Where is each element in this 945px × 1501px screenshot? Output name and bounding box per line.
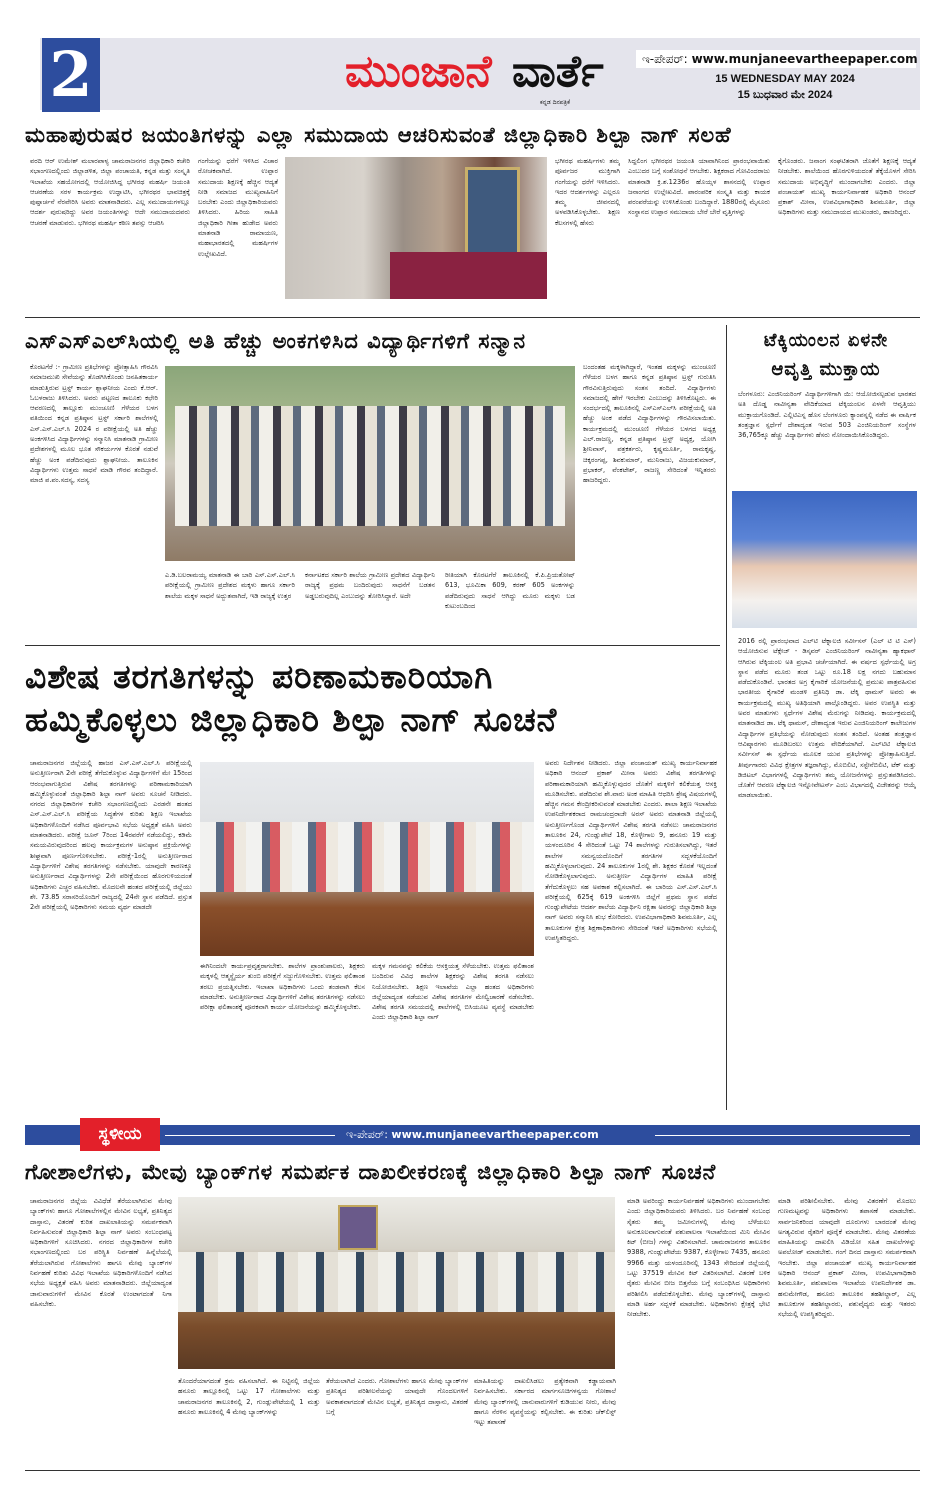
story4-photo (178, 1197, 615, 1369)
story2-caption3: ರೀತಿಯಾಗಿ ಕೊರಟಗೆರೆ ತಾಲೂಕಿನಲ್ಲಿ ಕೆ.ಪಿ.ಪ್ರಿಯತೋಷ್ 613, ಭೂಮಿಕಾ 609, ಕರಣ್ 605 ಅಂಕಗಳನ್ನು ಪಡೆದಿರುವುದು ಸಾಧನೆ ಆಗಿದ್ದು ಮೂರು ಮಕ್ಕಳು ಬಡ ಕುಟುಂಬದಿಂದ (445, 571, 575, 610)
story3-headline-2: ಹಮ್ಮಿಕೊಳ್ಳಲು ಜಿಲ್ಲಾಧಿಕಾರಿ ಶಿಲ್ಪಾ ನಾಗ್ ಸೂಚನೆ (25, 700, 558, 739)
divider (25, 645, 720, 646)
story4-col5: ಮಾಡಿ ಅವರಿಂದ್ದು ಕಾರ್ಯನಿರ್ವಹಣೆ ಅಧಿಕಾರಿಗಳು ಮುಂದಾಗಬೇಕು ಎಂದು ಜಿಲ್ಲಾಧಿಕಾರಿಯವರು ತಿಳಿಸಿದರು. ಬರ ನಿರ್ವಹಣೆ ಸಂಬಂಧ ಸೈತರು ತಮ್ಮ ಜಮೀನುಗಳಲ್ಲಿ ಮೇವು ಬೆಳೆಯಲು ಅನುಕೂಲವಾಗುವಂತೆ ಪಶುಪಾಲನಾ ಇಲಾಖೆಯಿಂದ ಮಿನಿ ಮೇವಿನ ಕಿಟ್ (ಬೀಜ) ಗಳನ್ನು ವಿತರಿಸಲಾಗಿದೆ. ಚಾಮರಾಜನಗರ ತಾಲೂಕಿನ 9388, ಗುಂಡ್ಲುಪೇಟೆಯ 9387, ಕೊಳ್ಳೇಗಾಲ 7435, ಹನೂರು 9966 ಮತ್ತು ಯಳಂದೂರಿನಲ್ಲಿ 1343 ಸೇರಿದಂತೆ ಜಿಲ್ಲೆಯಲ್ಲಿ ಒಟ್ಟು 37519 ಮೇವಿನ ಕಿಟ್ ವಿತರಿಸಲಾಗಿದೆ. ವಿತರಣೆ ಬಳಿಕ ರೈತರು ಮೇವಿನ ಬೀಜ ಬಿತ್ತನೆಯ ಬಗ್ಗೆ ಸಂಬಂಧಿಸಿದ ಅಧಿಕಾರಿಗಳು ಪರಿಶೀಲಿಸಿ ಪಡೆದುಕೊಳ್ಳಬೇಕು. ಮೇವು ಬ್ಯಾಂಕ್‌ಗಳಲ್ಲಿ ದಾಸ್ತಾನು ಮಾಡಿ ಅರ್ಹ ಸದ್ಬಳಕೆ ಮಾಡಬೇಕು. ಅಧಿಕಾರಿಗಳು ಕ್ಷೇತ್ರಕ್ಕೆ ಭೇಟಿ ನೀಡಬೇಕು. (627, 1197, 770, 1319)
date-english: 15 WEDNESDAY MAY 2024 (715, 73, 855, 85)
strip-line (165, 1135, 335, 1136)
story1-photo (285, 157, 547, 299)
story3-col3: ಮಕ್ಕಳ ಗಮನವನ್ನು ಕಲಿಕೆಯ ಆಸಕ್ತಿಯತ್ತ ಸೆಳೆಯಬೇಕು. ಉತ್ತಮ ಫಲಿತಾಂಶ ಬಂದಿರುವ ವಿವಿಧ ಶಾಲೆಗಳ ಶಿಕ್ಷಕರನ್ನು ವಿಶೇಷ ತರಗತಿ ನಡೆಸಲು ನಿಯೋಜಿಸಬೇಕು. ಶಿಕ್ಷಣ ಇಲಾಖೆಯ ಎಲ್ಲಾ ಹಂತದ ಅಧಿಕಾರಿಗಳು ಜಿಲ್ಲೆಯಾದ್ಯಂತ ನಡೆಯುವ ವಿಶೇಷ ತರಗತಿಗಳ ಮೇಲ್ವಿಚಾರಣೆ ನಡೆಸಬೇಕು. ವಿಶೇಷ ತರಗತಿ ಸಮಯದಲ್ಲಿ ಶಾಲೆಗಳಲ್ಲಿ ಬಿಸಿಯೂಟ ವ್ಯವಸ್ಥೆ ಮಾಡಬೇಕು ಎಂದು ಜಿಲ್ಲಾಧಿಕಾರಿ ಶಿಲ್ಪಾ ನಾಗ್ (372, 962, 534, 1022)
story2-photo (165, 366, 575, 561)
story4-caption3: ಮಾಹಿತಿಯನ್ನು ದಾಖಲಿಸಿಡಲು ಪ್ರತ್ಯೇಕವಾಗಿ ಕಡ್ಡಾಯವಾಗಿ ನಿರ್ವಹಿಸಬೇಕು. ಸರ್ಕಾರದ ಮಾರ್ಗಸೂಚಿಗಳನ್ವಯ ಗೋಶಾಲೆ ಮೇವು ಬ್ಯಾಂಕ್‌ಗಳಲ್ಲಿ ಜಾನುವಾರುಗಳಿಗೆ ಕುಡಿಯುವ ನೀರು, ಮೇವು ಹಾಗೂ ನೆರಳಿನ ವ್ಯವಸ್ಥೆಯನ್ನು ಕಲ್ಪಿಸಬೇಕು. ಈ ಕುರಿತು ಚೆಕ್‌ಲಿಸ್ಟ್ ಇಟ್ಟು ತಪಾಸಣೆ (474, 1377, 616, 1427)
story3-headline-1: ವಿಶೇಷ ತರಗತಿಗಳನ್ನು ಪರಿಣಾಮಕಾರಿಯಾಗಿ (25, 657, 494, 696)
story1-col5: ಕೈಗೊಂಡರು. ಜನಾಂಗ ಸಂಘಟಿತರಾಗಿ ಜೊತೆಗೆ ಶಿಕ್ಷಣಕ್ಕೆ ಆದ್ಯತೆ ನೀಡಬೇಕು. ಶಾಲೆಯಿಂದ ಹೊರಗುಳಿಯದಂತೆ ತೆಕ್ಕೆಯೊಳಗೆ ಸೇರಿಸಿ ಸಮುದಾಯ ಅಭಿವೃದ್ಧಿಗೆ ಮುಂದಾಗಬೇಕು ಎಂದರು. ಜಿಲ್ಲಾ ಪಂಚಾಯತ್ ಮುಖ್ಯ ಕಾರ್ಯನಿರ್ವಾಹಕ ಅಧಿಕಾರಿ ಆನಂದ್ ಪ್ರಕಾಶ್ ಮೀನಾ, ಉಪವಿಭಾಗಾಧಿಕಾರಿ ಶಿವಮೂರ್ತಿ, ಜಿಲ್ಲಾ ಅಧಿಕಾರಿಗಳು ಮತ್ತು ಸಮುದಾಯದ ಮುಖಂಡರು, ಹಾಜರಿದ್ದರು. (778, 157, 916, 217)
story2-col-right: ಬಂದಂತಹ ಮಕ್ಕಳಾಗಿದ್ದಾರೆ, ಇಂತಹ ಮಕ್ಕಳನ್ನು ಮುಂಚೂಣಿ ಗೆಳೆಯರ ಬಳಗ ಹಾಗೂ ಕನ್ನಡ ಪ್ರತಿಷ್ಠಾನ ಟ್ರಸ್ಟ್ ಗುರುತಿಸಿ ಗೌರವಿಸುತ್ತಿರುವುದು ಸಂತಸ ತಂದಿದೆ. ವಿದ್ಯಾರ್ಥಿಗಳು ಸಮಾಜದಲ್ಲಿ ಹೇಗೆ ಇರಬೇಕು ಎಂಬುದನ್ನು ತಿಳಿಸಿಕೊಟ್ಟರು. ಈ ಸಂದರ್ಭದಲ್ಲಿ ತಾಲೂಕಿನಲ್ಲಿ ಎಸ್‌ಎಸ್‌ಎಲ್‌ಸಿ ಪರೀಕ್ಷೆಯಲ್ಲಿ ಅತಿ ಹೆಚ್ಚು ಅಂಕ ಪಡೆದ ವಿದ್ಯಾರ್ಥಿಗಳನ್ನು ಗೌರವಿಸಲಾಯಿತು. ಕಾರ್ಯಕ್ರಮದಲ್ಲಿ ಮುಂಚೂಣಿ ಗೆಳೆಯರ ಬಳಗದ ಅಧ್ಯಕ್ಷ ಎಲ್.ರಾಜಣ್ಣ, ಕನ್ನಡ ಪ್ರತಿಷ್ಠಾನ ಟ್ರಸ್ಟ್ ಅಧ್ಯಕ್ಷ, ಯೋಗಿ ಶ್ರೀನಿವಾಸ್, ಪತ್ರಕರ್ತರು, ಕೃಷ್ಣಮೂರ್ತಿ, ರಾಮಕೃಷ್ಣ, ಚಿಕ್ಕರಂಗಪ್ಪ, ಶಿವಕುಮಾರ್, ಮುನಿರಾಜು, ವಿಜಯಕುಮಾರ್, ಪ್ರಭಾಕರ್, ವೆಂಕಟೇಶ್, ರಾಜಣ್ಣ ಸೇರಿದಂತೆ ಇನ್ನಿತರರು ಹಾಜರಿದ್ದರು. (583, 363, 716, 485)
story3-col1: ಚಾಮರಾಜನಗರ ಜಿಲ್ಲೆಯಲ್ಲಿ ಹಾಜರ ಎಸ್.ಎಸ್.ಎಲ್.ಸಿ ಪರೀಕ್ಷೆಯಲ್ಲಿ ಅನುತ್ತೀರ್ಣರಾಗಿ 2ನೇ ಪರೀಕ್ಷೆ ತೆಗೆದುಕೊಳ್ಳುವ ವಿದ್ಯಾರ್ಥಿಗಳಿಗೆ ಮೇ 15ರಿಂದ ಆರಂಭವಾಗುತ್ತಿರುವ ವಿಶೇಷ ತರಗತಿಗಳನ್ನು ಪರಿಣಾಮಕಾರಿಯಾಗಿ ಹಮ್ಮಿಕೊಳ್ಳುವಂತೆ ಜಿಲ್ಲಾಧಿಕಾರಿ ಶಿಲ್ಪಾ ನಾಗ್ ಅವರು ಸೂಚನೆ ನೀಡಿದರು. ನಗರದ ಜಿಲ್ಲಾಧಿಕಾರಿಗಳ ಕಚೇರಿ ಸಭಾಂಗಣದಲ್ಲಿಂದು ಎರಡನೇ ಹಂತದ ಎಸ್.ಎಸ್.ಎಲ್.ಸಿ ಪರೀಕ್ಷೆಯ ಸಿದ್ಧತೆಗಳ ಕುರಿತು ಶಿಕ್ಷಣ ಇಲಾಖೆಯ ಅಧಿಕಾರಿಗಳೊಂದಿಗೆ ನಡೆಸಿದ ಪೂರ್ವಭಾವಿ ಸಭೆಯ ಅಧ್ಯಕ್ಷತೆ ವಹಿಸಿ ಅವರು ಮಾತನಾಡಿದರು. ಪರೀಕ್ಷೆ ಜೂನ್ 7ರಿಂದ 14ರವರೆಗೆ ನಡೆಯಲಿದ್ದು, ಕಡಿಮೆ ಸಮಯವಿರುವುದರಿಂದ ಹಲವು ಕಾರ್ಯಕ್ರಮಗಳ ಅನುಷ್ಠಾನ ಪ್ರಕ್ರಿಯೆಗಳನ್ನು ಶೀಘ್ರವಾಗಿ ಪೂರ್ಣಗೊಳಿಸಬೇಕು. ಪರೀಕ್ಷೆ-1ರಲ್ಲಿ ಅನುತ್ತೀರ್ಣರಾದ ವಿದ್ಯಾರ್ಥಿಗಳಿಗೆ ವಿಶೇಷ ತರಗತಿಗಳನ್ನು ನಡೆಸಬೇಕು. ಯಾವುದೇ ಕಾರಣಕ್ಕೂ ಅನುತ್ತೀರ್ಣರಾದ ವಿದ್ಯಾರ್ಥಿಗಳನ್ನು 2ನೇ ಪರೀಕ್ಷೆಯಿಂದ ಹೊರಗುಳಿಯದಂತೆ ಅಧಿಕಾರಿಗಳು ಎಚ್ಚರ ವಹಿಸಬೇಕು. ಮೊದಲನೇ ಹಂತದ ಪರೀಕ್ಷೆಯಲ್ಲಿ ಜಿಲ್ಲೆಯು ಶೇ. 73.85 ಸರಾಸರಿಯೊಂದಿಗೆ ರಾಜ್ಯದಲ್ಲಿ 24ನೇ ಸ್ಥಾನ ಪಡೆದಿದೆ. ಪ್ರಸ್ತುತ 2ನೇ ಪರೀಕ್ಷೆಯಲ್ಲಿ ಅಧಿಕಾರಿಗಳು ಸಮಯ ವ್ಯರ್ಥ ಮಾಡದೇ (30, 759, 192, 912)
strip-epaper-label: ಇ-ಪೇಪರ್: (346, 1128, 388, 1141)
story1-col3: ಭಗೀರಥ ಮಹರ್ಷಿಗಳು ತಮ್ಮ ಪೂರ್ವಜರ ಮುಕ್ತಿಗಾಗಿ ಗಂಗೆಯನ್ನು ಧರೆಗೆ ಇಳಿಸಿದರು. ಇದರ ಆದರ್ಶಗಳನ್ನು ಎಲ್ಲರೂ ತಮ್ಮ ಜೀವನದಲ್ಲಿ ಅಳವಡಿಸಿಕೊಳ್ಳಬೇಕು. ಶಿಕ್ಷಣ ಕೆಲಸಗಳಲ್ಲಿ ಹೆಸರು (555, 157, 620, 227)
divider (25, 317, 920, 318)
story2-caption1: ಎ.ಡಿ.ಬಲರಾಮಯ್ಯ ಮಾತನಾಡಿ ಈ ಬಾರಿ ಎಸ್.ಎಸ್.ಎಲ್.ಸಿ ಪರೀಕ್ಷೆಯಲ್ಲಿ ಗ್ರಾಮೀಣ ಪ್ರದೇಶದ ಮಕ್ಕಳು ಹಾಗೂ ಸರ್ಕಾರಿ ಶಾಲೆಯ ಮಕ್ಕಳ ಸಾಧನೆ ಅದ್ಭುತವಾಗಿದೆ, ಇಡಿ ರಾಜ್ಯಕ್ಕೆ ಉತ್ತರ (165, 571, 295, 600)
story2-headline: ಎಸ್‌ಎಸ್‌ಎಲ್‌ಸಿಯಲ್ಲಿ ಅತಿ ಹೆಚ್ಚು ಅಂಕಗಳಿಸಿದ ವಿದ್ಯಾರ್ಥಿಗಳಿಗೆ ಸನ್ಮಾನ (25, 329, 527, 353)
story2-caption2: ಕರ್ನಾಟಕದ ಸರ್ಕಾರಿ ಶಾಲೆಯ ಗ್ರಾಮೀಣ ಪ್ರದೇಶದ ವಿದ್ಯಾರ್ಥಿನಿ ರಾಜ್ಯಕ್ಕೆ ಪ್ರಥಮ ಬಂದಿರುವುದು ಸಾಧನೆಗೆ ಬಡತನ ಅಡ್ಡಬರುವುದಿಲ್ಲ ಎಂಬುದನ್ನು ತೋರಿಸಿದ್ದಾರೆ. ಅದೇ (305, 571, 435, 600)
story1-col1: ವರದಿ ಆರ್ ಉಮೇಶ್ ಮಲಾರಪಾಳ್ಯ ಚಾಮರಾಜನಗರ ಜಿಲ್ಲಾಧಿಕಾರಿ ಕಚೇರಿ ಸಭಾಂಗಣದಲ್ಲಿಂದು ಜಿಲ್ಲಾಡಳಿತ, ಜಿಲ್ಲಾ ಪಂಚಾಯತಿ, ಕನ್ನಡ ಮತ್ತು ಸಂಸ್ಕೃತಿ ಇಲಾಖೆಯ ಸಹಯೋಗದಲ್ಲಿ ಆಯೋಜಿಸಿದ್ದ ಭಗೀರಥ ಮಹರ್ಷಿ ಜಯಂತಿ ಆಚರಣೆಯ ಸರಳ ಕಾರ್ಯಕ್ರಮ ಉದ್ಘಾಟಿಸಿ, ಭಗೀರಥರ ಭಾವಚಿತ್ರಕ್ಕೆ ಪುಷ್ಪಾರ್ಚನೆ ನೆರವೇರಿಸಿ ಅವರು ಮಾತನಾಡಿದರು. ಎಲ್ಲ ಸಮುದಾಯಗಳಲ್ಲೂ ಆದರ್ಶ ಪುರುಷರಿದ್ದು ಅವರ ಜಯಂತಿಗಳನ್ನು ಆದೇ ಸಮುದಾಯದವರು ಆಚರಣೆ ಮಾಡುವರು. ಭಗೀರಥ ಮಹರ್ಷಿ ಕಠಿಣ ತಪಸ್ಸು ಆಚರಿಸಿ (30, 157, 190, 227)
epaper-link[interactable] (636, 50, 916, 68)
right-story-intro: ಬೆಂಗಳೂರು: ಎಂಜಿನಿಯರಿಂಗ್ ವಿದ್ಯಾರ್ಥಿಗಳಿಗಾಗಿ ಯಿ: ಆಯೋಜಿಸಲ್ಪಡುವ ಭಾರತದ ಅತಿ ದೊಡ್ಡ ನಾವೀನ್ಯತಾ ವೇದಿಕೆಯಾದ ಟೆಕ್ಕಿಯಂಲನ ಏಳನೇ ಆವೃತ್ತಿಯು ಮುಕ್ತಾಯಗೊಂಡಿದೆ. ಎಲ್ಲಿಟಿಎಸ್ನ ಹೊಸ ಬೆಂಗಳೂರು ಕ್ಯಾಂಪಸ್ನಲ್ಲಿ ನಡೆದ ಈ ವಾರ್ಷಿಕ ತಂತ್ರಜ್ಞಾನ ಸ್ಪರ್ಧೆಗೆ ದೇಶಾದ್ಯಂತ ಇರುವ 503 ಎಂಜಿನಿಯರಿಂಗ್ ಸಂಸ್ಥೆಗಳ 36,765ಕ್ಕೂ ಹೆಚ್ಚು ವಿದ್ಯಾರ್ಥಿಗಳು ಹೆಸರು ನೋಂದಾಯಿಸಿಕೊಂಡಿದ್ದರು. (738, 390, 916, 440)
story4-caption1: ತೊಂದರೆಯಾಗದಂತೆ ಕ್ರಮ ವಹಿಸಲಾಗಿದೆ. ಈ ನಿಟ್ಟಿನಲ್ಲಿ ಜಿಲ್ಲೆಯ ಹನೂರು ತಾಲ್ಲೂಕಿನಲ್ಲಿ ಒಟ್ಟು 17 ಗೋಶಾಲೆಗಳು ಮತ್ತು ಚಾಮರಾಜನಗರ ತಾಲೂಕಿನಲ್ಲಿ 2, ಗುಂಡ್ಲುಪೇಟೆಯಲ್ಲಿ 1 ಮತ್ತು ಹನೂರು ತಾಲೂಕಿನಲ್ಲಿ 4 ಮೇವು ಬ್ಯಾಂಕ್‌ಗಳನ್ನು (178, 1377, 320, 1416)
story1-col4: ಸಿದ್ದಲಿಂಗ ಭಗೀರಥರ ಜಯಂತಿ ಯಾವಾಗಿನಿಂದ ಪ್ರಾರಂಭವಾಯಿತು ಎಂಬುದರ ಬಗ್ಗೆ ಸಂಶೋಧನೆ ಆಗಬೇಕು. ಶಿಕ್ಷಕರಾದ ಗೋವಿಂದರಾಜು ಮಾತನಾಡಿ ಕ್ರಿ.ಶ.1236ರ ಹೊಯ್ಸಳ ಶಾಸನದಲ್ಲಿ ಉಪ್ಪಾರ ಜನಾಂಗದ ಉಲ್ಲೇಖವಿದೆ. ಪಾರಂಪರಿಕ ಸಂಸ್ಕೃತಿ ಮತ್ತು ಕಾಯಕ ಪರಂಪರೆಯನ್ನು ಉಳಿಸಿಕೊಂಡು ಬಂದಿದ್ದಾರೆ. 1880ರಲ್ಲಿ ಮೈಸೂರು ಸಂಸ್ಥಾನದ ಉಪ್ಪಾರ ಸಮುದಾಯ ಬೇರೆ ಬೇರೆ ವೃತ್ತಿಗಳನ್ನು (628, 157, 770, 217)
story2-col1: ಕೊರಟಗೆರೆ :- ಗ್ರಾಮೀಣ ಪ್ರತಿಭೆಗಳನ್ನು ಪ್ರೋತ್ಸಾಹಿಸಿ ಗೌರವಿಸಿ ಸಮಾಜಮುಖಿ ಸೇವೆಯನ್ನು ತೊಡಗಿಸಿಕೊಂಡು ಜನಹಿತಕಾರ್ಯ ಮಾಡುತ್ತಿರುವ ಟ್ರಸ್ಟ್ ಕಾರ್ಯ ಶ್ಲಾಘನೀಯ ಎಂದು ಕೆ.ಆರ್. ಓಬಳರಾಜು ತಿಳಿಸಿದರು. ಅವರು ಪಟ್ಟಣದ ತಾಲೂಕು ಕಛೇರಿ ಆವರಣದಲ್ಲಿ ತಾಲ್ಲೂಕು ಮುಂಚೂಣಿ ಗೆಳೆಯರ ಬಳಗ ವತಿಯಿಂದ ಕನ್ನಡ ಪ್ರತಿಷ್ಠಾನ ಟ್ರಸ್ಟ್ ಸರ್ಕಾರಿ ಶಾಲೆಗಳಲ್ಲಿ ಎಸ್.ಎಸ್.ಎಲ್.ಸಿ 2024 ರ ಪರೀಕ್ಷೆಯಲ್ಲಿ ಅತಿ ಹೆಚ್ಚು ಅಂಕಗಳಿಸಿದ ವಿದ್ಯಾರ್ಥಿಗಳನ್ನು ಸನ್ಮಾನಿಸಿ ಮಾತನಾಡಿ ಗ್ರಾಮೀಣ ಪ್ರದೇಶಗಳಲ್ಲಿ ಮೂಲ ಭೂತ ಸೌಕರ್ಯಗಳ ಕೊರತೆ ನಡುವೆ ಹೆಚ್ಚು ಅಂಕ ಪಡೆದಿರುವುದು ಶ್ಲಾಘನೀಯ. ತಾಲೂಕಿನ ವಿದ್ಯಾರ್ಥಿಗಳು ಉತ್ತಮ ಸಾಧನೆ ಮಾಡಿ ಗೌರವ ತಂದಿದ್ದಾರೆ. ಮಾಜಿ ಪ.ಪಂ.ಸದಸ್ಯ, ಸದಸ್ಯ (30, 363, 158, 485)
story4-caption2: ತೆರೆಯಲಾಗಿದೆ ಎಂದರು. ಗೋಶಾಲೆಗಳು ಹಾಗೂ ಮೇವು ಬ್ಯಾಂಕ್‌ಗಳ ಪ್ರತಿನಿತ್ಯದ ಪರಿಶೀಲನೆಯನ್ನು ಯಾವುದೇ ಗೊಂದಲಗಳಿಗೆ ಅವಕಾಶವಾಗದಂತೆ ಮೇವಿನ ಲಭ್ಯತೆ, ಪ್ರತಿನಿತ್ಯದ ದಾಸ್ತಾನು, ವಿತರಣೆ ಬಗ್ಗೆ (326, 1377, 468, 1416)
story3-photo (200, 762, 534, 956)
right-story-photo (732, 491, 917, 628)
story3-col4: ಅವರು ನಿರ್ದೇಶನ ನೀಡಿದರು. ಜಿಲ್ಲಾ ಪಂಚಾಯತ್ ಮುಖ್ಯ ಕಾರ್ಯನಿರ್ವಾಹಕ ಅಧಿಕಾರಿ ಆನಂದ್ ಪ್ರಕಾಶ್ ಮೀನಾ ಅವರು ವಿಶೇಷ ತರಗತಿಗಳನ್ನು ಪರಿಣಾಮಕಾರಿಯಾಗಿ ಹಮ್ಮಿಕೊಳ್ಳುವುದರ ಜೊತೆಗೆ ಮಕ್ಕಳಿಗೆ ಕಲಿಕೆಯತ್ತ ಆಸಕ್ತಿ ಮೂಡಿಸಬೇಕು. ಪಡೆದಿರುವ ಶೇ.ವಾರು ಅಂಕ ಮಾಹಿತಿ ಆಧರಿಸಿ ಶ್ರೇಷ್ಠ ವಿಷಯಗಳಲ್ಲಿ ಹೆಚ್ಚಿನ ಗಮನ ಕೇಂದ್ರೀಕರಿಸುವಂತೆ ಮಾಡಬೇಕು ಎಂದರು. ಶಾಲಾ ಶಿಕ್ಷಣ ಇಲಾಖೆಯ ಉಪನಿರ್ದೇಶಕರಾದ ರಾಮಚಂದ್ರರಾಜೇ ಅರಸ್ ಅವರು ಮಾತನಾಡಿ ಜಿಲ್ಲೆಯಲ್ಲಿ ಅನುತ್ತೀರ್ಣಗೊಂಡ ವಿದ್ಯಾರ್ಥಿಗಳಿಗೆ ವಿಶೇಷ ತರಗತಿ ನಡೆಸಲು ಚಾಮರಾಜನಗರ ತಾಲೂಕಿನ 24, ಗುಂಡ್ಲುಪೇಟೆ 18, ಕೊಳ್ಳೇಗಾಲ 9, ಹನೂರು 19 ಮತ್ತು ಯಳಂದೂರಿನ 4 ಸೇರಿದಂತೆ ಒಟ್ಟು 74 ಶಾಲೆಗಳನ್ನು ಗುರುತಿಸಲಾಗಿದ್ದು, ಇತರೆ ಶಾಲೆಗಳ ಸಮನ್ವಯದೊಂದಿಗೆ ತರಗತಿಗಳ ಸದ್ಬಳಕೆಯೊಂದಿಗೆ ಹಮ್ಮಿಕೊಳ್ಳಲಾಗುವುದು. 24 ತಾಲೂಕುಗಳ 1ರಲ್ಲಿ ಶೇ. ಶಿಕ್ಷಕರ ಕೊರತೆ ಇಲ್ಲದಂತೆ ನೋಡಿಕೊಳ್ಳಲಾಗುವುದು. ಅನುತ್ತೀರ್ಣ ವಿದ್ಯಾರ್ಥಿಗಳ ಮಾಹಿತಿ ಪರೀಕ್ಷೆ ತೆಗೆದುಕೊಳ್ಳಲು ಸಹ ಅವಕಾಶ ಕಲ್ಪಿಸಲಾಗಿದೆ. ಈ ಬಾರಿಯ ಎಸ್.ಎಸ್.ಎಲ್.ಸಿ ಪರೀಕ್ಷೆಯಲ್ಲಿ 625ಕ್ಕೆ 619 ಅಂಕಗಳಿಸಿ ಜಿಲ್ಲೆಗೆ ಪ್ರಥಮ ಸ್ಥಾನ ಪಡೆದ ಗುಂಡ್ಲುಪೇಟೆಯ ಆದರ್ಶ ಶಾಲೆಯ ವಿದ್ಯಾರ್ಥಿನಿ ರಕ್ಷಿತಾ ಅವರನ್ನು ಜಿಲ್ಲಾಧಿಕಾರಿ ಶಿಲ್ಪಾ ನಾಗ್ ಅವರು ಸನ್ಮಾನಿಸಿ ಶುಭ ಕೋರಿದರು. ಉಪವಿಭಾಗಾಧಿಕಾರಿ ಶಿವಮೂರ್ತಿ, ಎಲ್ಲ ತಾಲೂಕುಗಳ ಕ್ಷೇತ್ರ ಶಿಕ್ಷಣಾಧಿಕಾರಿಗಳು ಸೇರಿದಂತೆ ಇತರೆ ಅಧಿಕಾರಿಗಳು ಸಭೆಯಲ್ಲಿ ಉಪಸ್ಥಿತರಿದ್ದರು. (545, 759, 717, 943)
logo-part1: ಮುಂಜಾನೆ (345, 46, 492, 97)
epaper-url[interactable]: www.munjaneevartheepaper.com (691, 52, 918, 66)
story1-col2: ಗಂಗೆಯನ್ನು ಧರೆಗೆ ಇಳಿಸಿದ ವಿಚಾರ ರೋಚಕವಾಗಿದೆ. ಉಪ್ಪಾರ ಸಮುದಾಯ ಶಿಕ್ಷಣಕ್ಕೆ ಹೆಚ್ಚಿನ ಆದ್ಯತೆ ನೀಡಿ ಸಮಾಜದ ಮುಖ್ಯವಾಹಿನಿಗೆ ಬರಬೇಕು ಎಂದು ಜಿಲ್ಲಾಧಿಕಾರಿಯವರು ತಿಳಿಸಿದರು. ಹಿರಿಯ ಸಾಹಿತಿ ಜಿಲ್ಲಾಧಿಕಾರಿ ಗೀತಾ ಹುಡೇದ ಅವರು ಮಾತನಾಡಿ ರಾಮಾಯಣ, ಮಹಾಭಾರತದಲ್ಲಿ ಮಹರ್ಷಿಗಳ ಉಲ್ಲೇಖವಿದೆ. (198, 157, 278, 258)
section-label: ಸ್ಥಳೀಯ (80, 1118, 160, 1151)
story3-col2: ಈಗಿನಿಂದಲೇ ಕಾರ್ಯಪ್ರವೃತ್ತರಾಗಬೇಕು. ಶಾಲೆಗಳ ಪ್ರಾಂಶುಪಾಲರು, ಶಿಕ್ಷಕರು ಮಕ್ಕಳಲ್ಲಿ ಆತ್ಮಸ್ಥೈರ್ಯ ತುಂಬಿ ಪರೀಕ್ಷೆಗೆ ಸಜ್ಜುಗೊಳಿಸಬೇಕು. ಉತ್ತಮ ಫಲಿತಾಂಶ ತರಲು ಪ್ರಯತ್ನಿಸಬೇಕು. ಇಲಾಖಾ ಅಧಿಕಾರಿಗಳು ಒಂದು ತಂಡವಾಗಿ ಕೆಲಸ ಮಾಡಬೇಕು. ಅನುತ್ತೀರ್ಣರಾದ ವಿದ್ಯಾರ್ಥಿಗಳಿಗೆ ವಿಶೇಷ ತರಗತಿಗಳನ್ನು ನಡೆಸಲು ಪರೀಕ್ಷಾ ಫಲಿತಾಂಶಕ್ಕೆ ಪೂರಕವಾಗಿ ಕಾರ್ಯ ಯೋಜನೆಯನ್ನು ಹಮ್ಮಿಕೊಳ್ಳಬೇಕು. (200, 962, 365, 1012)
right-story-headline-2: ಆವೃತ್ತಿ ಮುಕ್ತಾಯ (771, 359, 881, 380)
logo-part2: ವಾರ್ತೆ (512, 46, 604, 97)
story1-headline: ಮಹಾಪುರುಷರ ಜಯಂತಿಗಳನ್ನು ಎಲ್ಲಾ ಸಮುದಾಯ ಆಚರಿಸುವಂತೆ ಜಿಲ್ಲಾಧಿಕಾರಿ ಶಿಲ್ಪಾ ನಾಗ್ ಸಲಹೆ (25, 123, 732, 147)
strip-epaper-url[interactable]: www.munjaneevartheepaper.com (391, 1128, 599, 1141)
tagline: ಕನ್ನಡ ದಿನಪತ್ರಿಕೆ (540, 99, 571, 106)
right-story-headline-1: ಟೆಕ್ಕಿಯಂಲನ ಏಳನೇ (763, 330, 889, 351)
story4-col6: ಮಾಡಿ ಪರಿಶೀಲಿಸಬೇಕು. ಮೇವು ವಿತರಣೆಗೆ ಮೊದಲು ಗುಣಮಟ್ಟವನ್ನು ಅಧಿಕಾರಿಗಳು ತಪಾಸಣೆ ಮಾಡಬೇಕು. ಸಾರ್ವಜನಿಕರಿಂದ ಯಾವುದೇ ದೂರುಗಳು ಬಾರದಂತೆ ಮೇವು ಅಗತ್ಯವಿರುವ ರೈತರಿಗೆ ಪೂರೈಕೆ ಮಾಡಬೇಕು. ಮೇವು ವಿತರಣೆಯ ಮಾಹಿತಿಯನ್ನು ದಾಖಲಿಸಿ ವಿಡಿಯೋ ಸಹಿತ ದಾಖಲೆಗಳನ್ನು ಅಪಲೋಡ್ ಮಾಡಬೇಕು. ಗಂಗೆ ದಿನದ ದಾಸ್ತಾನು ಸಮರ್ಪಕವಾಗಿ ಇರಬೇಕು. ಜಿಲ್ಲಾ ಪಂಚಾಯತ್ ಮುಖ್ಯ ಕಾರ್ಯನಿರ್ವಾಹಕ ಅಧಿಕಾರಿ ಆನಂದ್ ಪ್ರಕಾಶ್ ಮೀನಾ, ಉಪವಿಭಾಗಾಧಿಕಾರಿ ಶಿವಮೂರ್ತಿ, ಪಶುಪಾಲನಾ ಇಲಾಖೆಯ ಉಪನಿರ್ದೇಶಕ ಡಾ. ಹನುಮೇಗೌಡ, ಹನೂರು ತಾಲೂಕಿನ ತಹಶೀಲ್ದಾರ್, ಎಲ್ಲ ತಾಲೂಕುಗಳ ತಹಶೀಲ್ದಾರರು, ಪಶುವೈದ್ಯರು ಮತ್ತು ಇತರರು ಸಭೆಯಲ್ಲಿ ಉಪಸ್ಥಿತರಿದ್ದರು. (778, 1197, 916, 1319)
strip-epaper-link[interactable] (340, 1126, 605, 1144)
right-story-body: 2016 ರಲ್ಲಿ ಪ್ರಾರಂಭವಾದ ಎಲ್‌ಟಿ ಟೆಕ್ನಾಲಜಿ ಸರ್ವೀಸಸ್ (ಎಲ್ ಟಿ ಟಿ ಎಸ್) ಆಯೋಜಿಸುವ ಟೆಕ್ಗೇಜ್ - ಡಿಸ್ಕವರ್ ಎಂಜಿನಿಯರಿಂಗ್ ನಾವೀನ್ಯತಾ ಹ್ಯಾಕಥಾನ್ ಆಗಿರುವ ಟೆಕ್ಕಿಯಂಲ ಅತಿ ಪ್ರಭಾವಿ ಚರ್ಚೆಯಾಗಿದೆ. ಈ ವರ್ಷದ ಸ್ಪರ್ಧೆಯಲ್ಲಿ ಅಗ್ರ ಸ್ಥಾನ ಪಡೆದ ಮೂರು ತಂಡ ಒಟ್ಟು ರೂ.18 ಲಕ್ಷ ನಗದು ಬಹುಮಾನ ಪಡೆದುಕೊಂಡಿವೆ. ಭಾರತದ ಅಗ್ರ ಕೈಗಾರಿಕೆ ಯೋಜನೆಯಲ್ಲಿ ಪ್ರಮುಖ ಪಾತ್ರವಹಿಸುವ ಭಾರತೀಯ ಕೈಗಾರಿಕೆ ಮಂಡಳಿ ಪ್ರತಿನಿಧಿ ಡಾ. ಟೆಕ್ಕಿ ಥಾಮಸ್ ಅವರು ಈ ಕಾರ್ಯಕ್ರಮದಲ್ಲಿ ಮುಖ್ಯ ಅತಿಥಿಯಾಗಿ ಪಾಲ್ಗೊಂಡಿದ್ದರು. ಅವರ ಉಪಸ್ಥಿತಿ ಮತ್ತು ಅವರ ಮಾತುಗಳು ಸ್ಪರ್ಧೆಗಳ ವಿಶೇಷ ಮೆರುಗನ್ನು ನೀಡಿದವು. ಕಾರ್ಯಕ್ರಮದಲ್ಲಿ ಮಾತನಾಡಿದ ಡಾ. ಟೆಕ್ಕಿ ಥಾಮಸ್, ದೇಶಾದ್ಯಂತ ಇರುವ ಎಂಜಿನಿಯರಿಂಗ್ ಕಾಲೇಜುಗಳ ವಿದ್ಯಾರ್ಥಿಗಳ ಪ್ರತಿಭೆಯನ್ನು ನೋಡುವುದು ಸಂತಸ ತಂದಿದೆ. ಅಂತಹ ತಂತ್ರಜ್ಞಾನ ಆವಿಷ್ಕಾರಗಳು ಮೂಡಿಬರಲು ಉತ್ತಮ ವೇದಿಕೆಯಾಗಿದೆ. ಎಲ್‌ಟಿಟಿ ಟೆಕ್ನಾಲಜಿ ಸರ್ವೀಸಸ್ ಈ ಸ್ಪರ್ಧೆಯ ಮೂಲಕ ಯುವ ಪ್ರತಿಭೆಗಳನ್ನು ಪ್ರೋತ್ಸಾಹಿಸುತ್ತಿದೆ. ತೀರ್ಪುಗಾರರು ವಿವಿಧ ಕ್ಷೇತ್ರಗಳ ತಜ್ಞರಾಗಿದ್ದು, ಮೊಬಿಲಿಟಿ, ಸಸ್ಟೇನೆಬಿಲಿಟಿ, ಟೆಕ್ ಮತ್ತು ಡಿಜಿಟಲ್ ವಿಭಾಗಗಳಲ್ಲಿ ವಿದ್ಯಾರ್ಥಿಗಳು ತಮ್ಮ ಯೋಜನೆಗಳನ್ನು ಪ್ರಸ್ತುತಪಡಿಸಿದರು. ಜೊತೆಗೆ ಆವರಣ ಟೆಕ್ನಾಲಜಿ ಇನ್ನೋವೇಟರ್ಸ್ ಎಂಬ ವಿಭಾಗದಲ್ಲಿ ವಿಜೇತರನ್ನು ಆಯ್ಕೆ ಮಾಡಲಾಯಿತು. (738, 637, 916, 800)
page-number: 2 (42, 38, 100, 112)
story4-col1: ಚಾಮರಾಜನಗರ ಜಿಲ್ಲೆಯ ವಿವಿಧೆಡೆ ತೆರೆಯಲಾಗಿರುವ ಮೇವು ಬ್ಯಾಂಕ್‌ಗಳು ಹಾಗೂ ಗೋಶಾಲೆಗಳಲ್ಲಿನ ಮೇವಿನ ಲಭ್ಯತೆ, ಪ್ರತಿನಿತ್ಯದ ದಾಸ್ತಾನು, ವಿತರಣೆ ಕುರಿತ ದಾಖಲಾತಿಯನ್ನು ಸಮರ್ಪಕವಾಗಿ ನಿರ್ವಹಿಸುವಂತೆ ಜಿಲ್ಲಾಧಿಕಾರಿ ಶಿಲ್ಪಾ ನಾಗ್ ಅವರು ಸಂಬಂಧಪಟ್ಟ ಅಧಿಕಾರಿಗಳಿಗೆ ಸೂಚಿಸಿದರು. ನಗರದ ಜಿಲ್ಲಾಧಿಕಾರಿಗಳ ಕಚೇರಿ ಸಭಾಂಗಣದಲ್ಲಿಂದು ಬರ ಪರಿಸ್ಥಿತಿ ನಿರ್ವಹಣೆ ಹಿನ್ನೆಲೆಯಲ್ಲಿ ತೆರೆಯಲಾಗಿರುವ ಗೋಶಾಲೆಗಳು ಹಾಗೂ ಮೇವು ಬ್ಯಾಂಕ್‌ಗಳ ನಿರ್ವಹಣೆ ಕುರಿತು ವಿವಿಧ ಇಲಾಖೆಯ ಅಧಿಕಾರಿಗಳೊಂದಿಗೆ ನಡೆಸಿದ ಸಭೆಯ ಅಧ್ಯಕ್ಷತೆ ವಹಿಸಿ ಅವರು ಮಾತನಾಡಿದರು. ಜಿಲ್ಲೆಯಾದ್ಯಂತ ಜಾನುವಾರುಗಳಿಗೆ ಮೇವಿನ ಕೊರತೆ ಉಂಟಾಗದಂತೆ ನಿಗಾ ವಹಿಸಬೇಕು. (30, 1197, 172, 1308)
date-kannada: 15 ಬುಧವಾರ ಮೇ 2024 (737, 89, 833, 101)
story4-headline: ಗೋಶಾಲೆಗಳು, ಮೇವು ಬ್ಯಾಂಕ್‌ಗಳ ಸಮರ್ಪಕ ದಾಖಲೀಕರಣಕ್ಕೆ ಜಿಲ್ಲಾಧಿಕಾರಿ ಶಿಲ್ಪಾ ನಾಗ್ ಸೂಚನೆ (25, 1160, 717, 1184)
strip-line (655, 1135, 910, 1136)
epaper-label: ಇ-ಪೇಪರ್: (642, 52, 688, 66)
column-divider (726, 325, 727, 1110)
bottom-rule (25, 1470, 920, 1471)
